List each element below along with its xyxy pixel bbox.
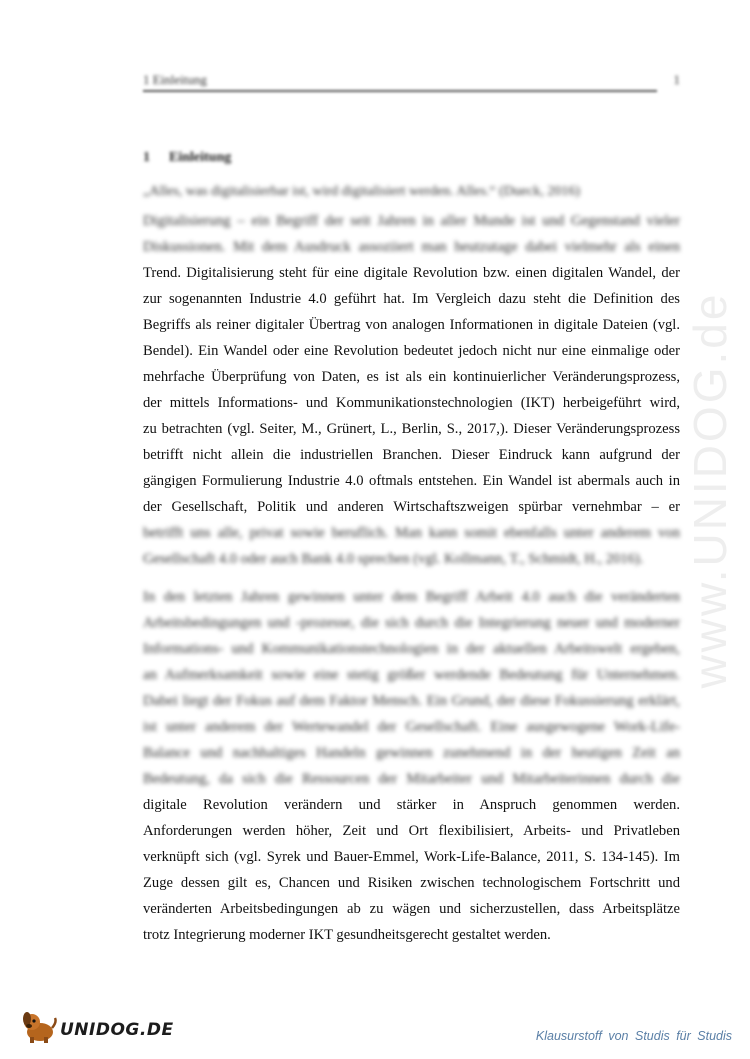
text-line: Arbeitsbedingungen und -prozesse, die sich durch die Integrierung neuer und moderner bbox=[143, 615, 680, 631]
paragraph-2-visible bbox=[143, 792, 680, 948]
text-line: Trend. Digitalisierung steht für eine digitale Revolution bzw. einen digitalen Wandel, der bbox=[143, 265, 680, 281]
page-header bbox=[143, 72, 680, 92]
dog-mascot-icon bbox=[20, 1010, 58, 1044]
text-line: mehrfache Überprüfung von Daten, es ist als ein kontinuierlicher Veränderungsprozess, bbox=[143, 369, 680, 385]
text-line: Gesellschaft 4.0 oder auch Bank 4.0 sprechen (vgl. Kollmann, T., Schmidt, H., 2016). bbox=[143, 551, 644, 567]
unidog-logo[interactable] bbox=[16, 1010, 174, 1050]
text-line: Balance und nachhaltiges Handeln gewinnen zunehmend in der heutigen Zeit an bbox=[143, 745, 680, 761]
text-line: der Gesellschaft, Politik und anderen Wirtschaftszweigen spürbar vernehmbar – er bbox=[143, 499, 680, 515]
header-chapter: 1 Einleitung bbox=[143, 72, 207, 87]
epigraph-quote bbox=[143, 182, 680, 202]
text-line: Anforderungen werden höher, Zeit und Ort flexibilisiert, Arbeits- und Privatleben bbox=[143, 823, 680, 839]
text-line: gängigen Formulierung Industrie 4.0 oftmals entstehen. Ein Wandel ist abermals auch in bbox=[143, 473, 680, 489]
text-line: Informations- und Kommunikationstechnologien in der aktuellen Arbeitswelt ergeben, bbox=[143, 641, 680, 657]
text-line: Diskussionen. Mit dem Ausdruck assoziiert man heutzutage dabei vielmehr als einen bbox=[143, 239, 680, 255]
text-line: Dabei liegt der Fokus auf dem Faktor Mensch. Ein Grund, der diese Fokussierung erklärt, bbox=[143, 693, 680, 709]
paragraph-1-blurred-start bbox=[143, 208, 680, 260]
header-page-number: 1 bbox=[673, 72, 680, 87]
quote-text: „Alles, was digitalisierbar ist, wird digitalisiert werden. Alles.“ (Dueck, 2016) bbox=[143, 184, 581, 199]
text-line: trotz Integrierung moderner IKT gesundheitsgerecht gestaltet werden. bbox=[143, 927, 551, 943]
text-line: zu betrachten (vgl. Seiter, M., Grünert, L., Berlin, S., 2017,). Dieser Veränderungsprozess bbox=[143, 421, 680, 437]
watermark bbox=[684, 250, 736, 730]
text-line: Bedeutung, da sich die Ressourcen der Mitarbeiter und Mitarbeiterinnen durch die bbox=[143, 771, 680, 787]
text-line: an Aufmerksamkeit sowie eine stetig größer werdende Bedeutung für Unternehmen. bbox=[143, 667, 680, 683]
text-line: der mittels Informations- und Kommunikationstechnologien (IKT) herbeigeführt wird, bbox=[143, 395, 680, 411]
text-line: In den letzten Jahren gewinnen unter dem Begriff Arbeit 4.0 auch die veränderten bbox=[143, 589, 680, 605]
text-line: digitale Revolution verändern und stärker in Anspruch genommen werden. bbox=[143, 797, 680, 813]
watermark-text: www.UNIDOG.de bbox=[684, 291, 736, 689]
paragraph-1-visible bbox=[143, 260, 680, 520]
text-line: Bendel). Ein Wandel oder eine Revolution bedeutet jedoch nicht nur eine einmalige oder bbox=[143, 343, 680, 359]
text-line: veränderten Arbeitsbedingungen ab zu wägen und sicherzustellen, dass Arbeitsplätze bbox=[143, 901, 680, 917]
text-line: Digitalisierung – ein Begriff der seit Jahren in aller Munde ist und Gegenstand vieler bbox=[143, 213, 680, 229]
footer-tagline: Klausurstoff von Studis für Studis bbox=[535, 1029, 732, 1043]
paragraph-2-blurred-start bbox=[143, 584, 680, 792]
text-line: verknüpft sich (vgl. Syrek und Bauer-Emmel, Work-Life-Balance, 2011, S. 134-145). Im bbox=[143, 849, 680, 865]
chapter-number: 1 bbox=[143, 150, 150, 165]
text-line: zur sogenannten Industrie 4.0 geführt hat. Im Vergleich dazu steht die Definition des bbox=[143, 291, 680, 307]
text-line: betrifft uns alle, privat sowie beruflich. Man kann somit ebenfalls unter anderem von bbox=[143, 525, 680, 541]
logo-text: UNIDOG.DE bbox=[60, 1020, 174, 1040]
chapter-heading bbox=[143, 150, 231, 166]
chapter-title: Einleitung bbox=[169, 150, 232, 165]
header-rule bbox=[143, 90, 657, 92]
text-line: Zuge dessen gilt es, Chancen und Risiken zwischen technologischem Fortschritt und bbox=[143, 875, 680, 891]
paragraph-1-blurred-end bbox=[143, 520, 680, 572]
text-line: betrifft nicht allein die industriellen Branchen. Dieser Eindruck kann aufgrund der bbox=[143, 447, 680, 463]
text-line: ist unter anderem der Wertewandel der Gesellschaft. Eine ausgewogene Work-Life- bbox=[143, 719, 680, 735]
text-line: Begriffs als reiner digitaler Übertrag von analogen Informationen in digitale Dateien (vgl. bbox=[143, 317, 680, 333]
